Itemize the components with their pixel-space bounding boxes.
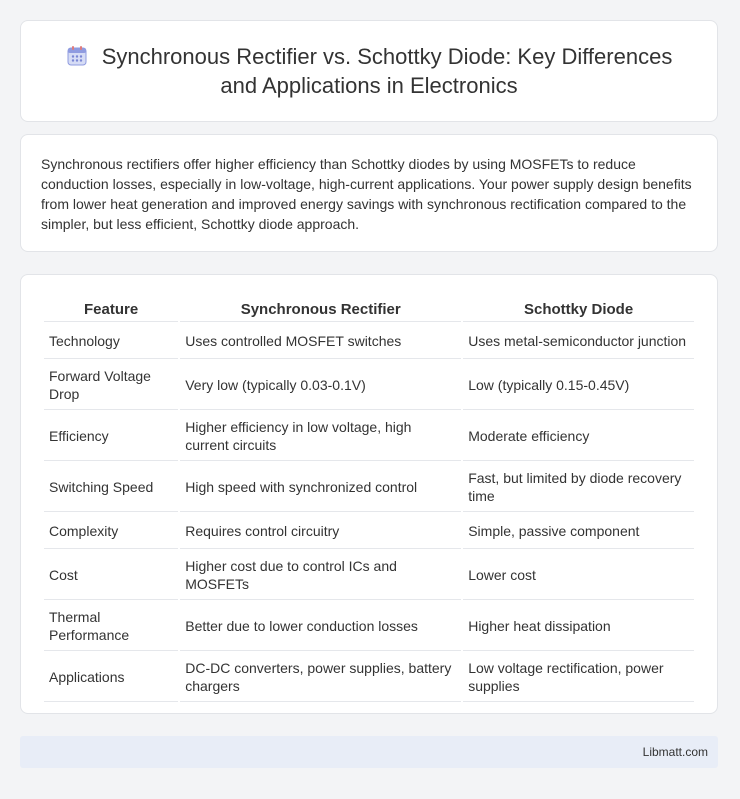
synchronous-cell: Very low (typically 0.03-0.1V) bbox=[180, 361, 461, 410]
feature-cell: Applications bbox=[44, 653, 178, 702]
header-schottky-diode: Schottky Diode bbox=[463, 297, 694, 322]
synchronous-cell: High speed with synchronized control bbox=[180, 463, 461, 512]
page-title-text: Synchronous Rectifier vs. Schottky Diode: Key Differences and Applications in Electronics bbox=[101, 44, 673, 98]
schottky-cell: Lower cost bbox=[463, 551, 694, 600]
synchronous-cell: DC-DC converters, power supplies, battery chargers bbox=[180, 653, 461, 702]
footer-brand[interactable]: Libmatt.com bbox=[642, 745, 708, 759]
synchronous-cell: Higher cost due to control ICs and MOSFETs bbox=[180, 551, 461, 600]
schottky-cell: Fast, but limited by diode recovery time bbox=[463, 463, 694, 512]
schottky-cell: Higher heat dissipation bbox=[463, 602, 694, 651]
synchronous-cell: Requires control circuitry bbox=[180, 514, 461, 549]
feature-cell: Efficiency bbox=[44, 412, 178, 461]
table-row bbox=[44, 412, 694, 461]
schottky-cell: Uses metal-semiconductor junction bbox=[463, 324, 694, 359]
synchronous-cell: Better due to lower conduction losses bbox=[180, 602, 461, 651]
comparison-table bbox=[42, 295, 696, 704]
table-row bbox=[44, 324, 694, 359]
footer bbox=[20, 736, 718, 768]
header-synchronous-rectifier: Synchronous Rectifier bbox=[180, 297, 461, 322]
intro-card bbox=[20, 134, 718, 252]
page-title bbox=[61, 42, 677, 100]
table-row bbox=[44, 514, 694, 549]
feature-cell: Switching Speed bbox=[44, 463, 178, 512]
feature-cell: Complexity bbox=[44, 514, 178, 549]
table-header-row bbox=[44, 297, 694, 322]
feature-cell: Cost bbox=[44, 551, 178, 600]
feature-cell: Forward Voltage Drop bbox=[44, 361, 178, 410]
header-feature: Feature bbox=[44, 297, 178, 322]
synchronous-cell: Higher efficiency in low voltage, high current circuits bbox=[180, 412, 461, 461]
title-card bbox=[20, 20, 718, 122]
intro-text: Synchronous rectifiers offer higher efficiency than Schottky diodes by using MOSFETs to reduce conduction losses, especially in low-voltage, high-current applications. Your power supply design benefits from lower heat generation and improved energy savings with synchronous rectification compared to the simpler, but less efficient, Schottky diode approach. bbox=[41, 156, 692, 232]
table-row bbox=[44, 361, 694, 410]
table-row bbox=[44, 602, 694, 651]
table-row bbox=[44, 653, 694, 702]
calendar-icon bbox=[66, 45, 88, 67]
synchronous-cell: Uses controlled MOSFET switches bbox=[180, 324, 461, 359]
schottky-cell: Moderate efficiency bbox=[463, 412, 694, 461]
feature-cell: Technology bbox=[44, 324, 178, 359]
schottky-cell: Simple, passive component bbox=[463, 514, 694, 549]
table-row bbox=[44, 551, 694, 600]
table-row bbox=[44, 463, 694, 512]
feature-cell: Thermal Performance bbox=[44, 602, 178, 651]
comparison-table-card bbox=[20, 274, 718, 714]
schottky-cell: Low (typically 0.15-0.45V) bbox=[463, 361, 694, 410]
schottky-cell: Low voltage rectification, power supplies bbox=[463, 653, 694, 702]
